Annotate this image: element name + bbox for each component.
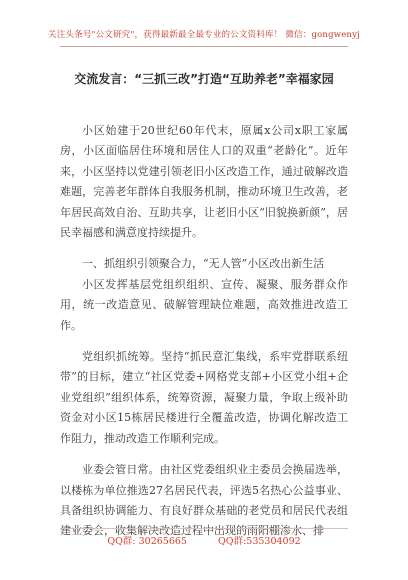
paragraph-owners-committee: 业委会管日常。由社区党委组织业主委员会换届选举，以楼栋为单位推选27名居民代表，评选5名热心公益事业、具备组织协调能力、有良好群众基础的老党员和居民代表组建业委会，收集解决改造过程中出现的雨阳棚渗水、排 <box>60 463 348 538</box>
header-promo-note: 关注头条号"公文研究"，获得最新最全最专业的公文资料库！ 微信：gongwenyj <box>48 30 360 40</box>
document-body <box>60 121 348 542</box>
footer-divider <box>60 528 348 529</box>
section-heading-1: 一、抓组织引领聚合力，“无人管”小区改出新生活 <box>82 257 325 271</box>
paragraph-intro: 小区始建于20世纪60年代末，原属x公司x职工家属房，小区面临居住环境和居住人口的双重“老龄化”。近年来，小区坚持以党建引领老旧小区改造工作，通过破解改造难题，完善老年群体自我服务机制，推动环境卫生改善，老年居民高效自治、互助共享，让老旧小区“旧貌换新颜”，居民幸福感和满意度持续提升。 <box>60 124 348 240</box>
footer-contacts <box>0 533 408 547</box>
footer-qq-group-2: QQ群:535304092 <box>218 536 301 547</box>
footer-qq-group-1: QQ群: 30265665 <box>107 536 187 547</box>
paragraph-section1-intro: 小区发挥基层党组织组织、宣传、凝聚、服务群众作用，统一改造意见、破解管理缺位难题，高效推进改造工作。 <box>60 277 348 332</box>
header-divider <box>60 46 348 47</box>
paragraph-party-coordination: 党组织抓统筹。坚持“抓民意汇集线，系牢党群联系纽带”的目标，建立“社区党委+网格党支部+小区党小组+企业党组织”组织体系，统筹资源，凝聚力量，争取上级补助资金对小区15栋居民楼进行全覆盖改造，协调化解改造工作阻力，推动改造工作顺利完成。 <box>60 350 348 445</box>
document-title: 交流发言：“三抓三改”打造“互助养老”幸福家园 <box>74 72 334 86</box>
